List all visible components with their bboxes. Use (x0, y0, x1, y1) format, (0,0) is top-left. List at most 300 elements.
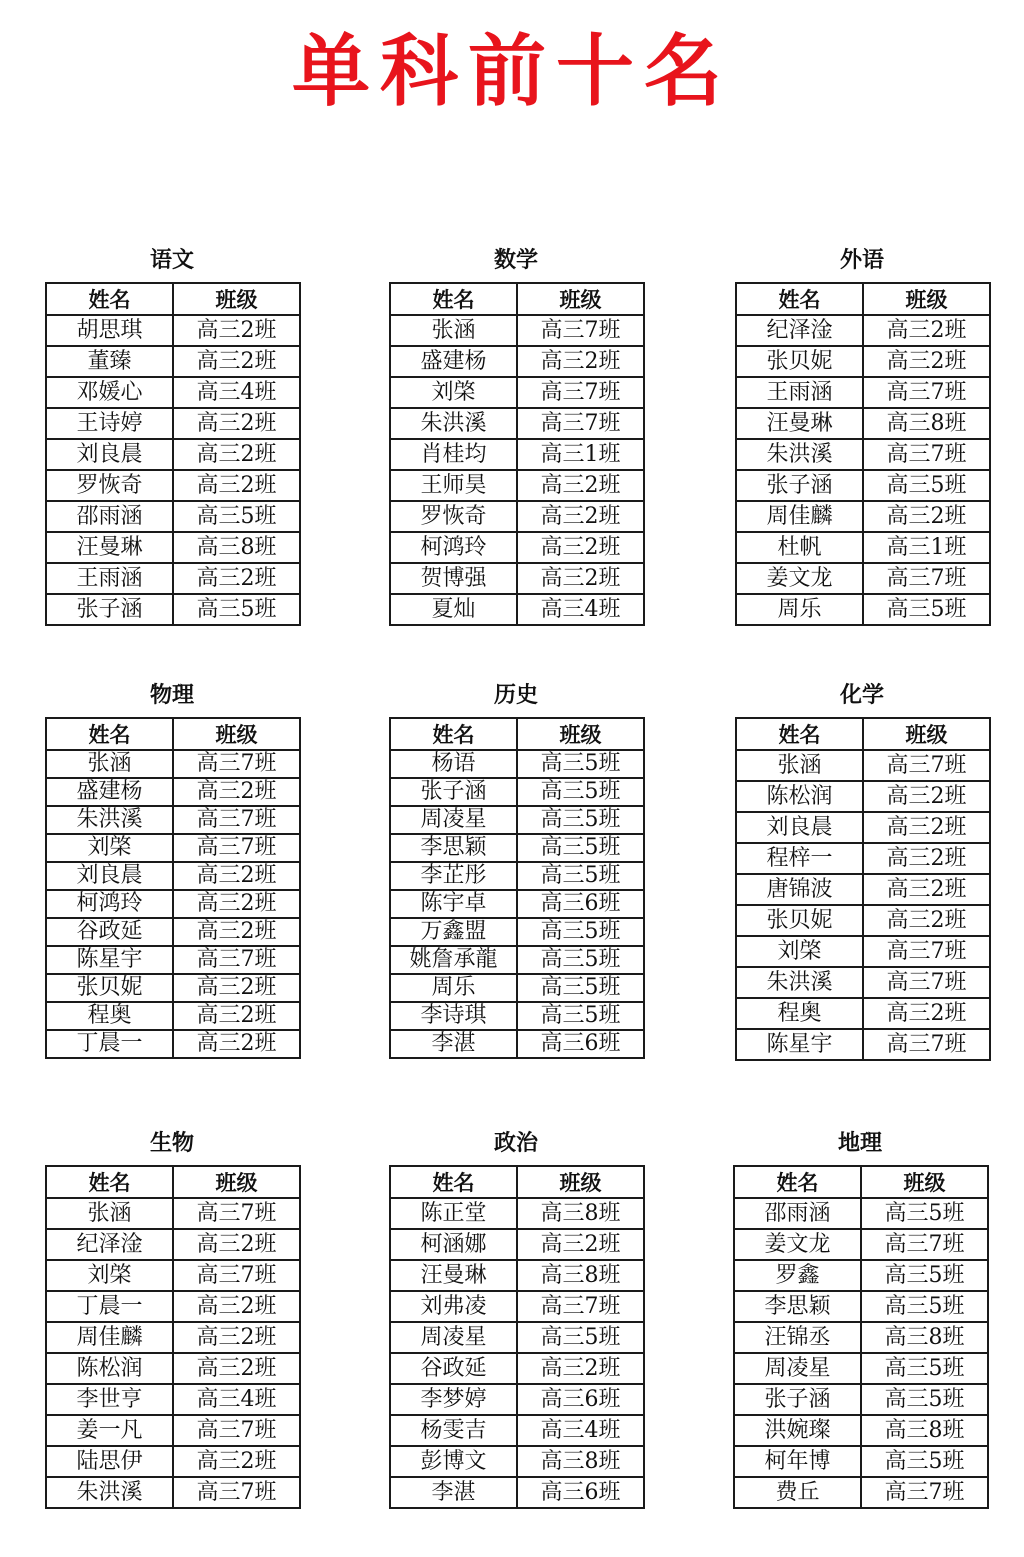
student-name-cell: 谷政延 (390, 1353, 517, 1384)
table-row (736, 998, 990, 1029)
student-name-cell: 姚詹承龍 (390, 946, 517, 974)
class-cell: 高三5班 (517, 806, 644, 834)
student-name-cell: 贺博强 (390, 563, 517, 594)
table-row (390, 1229, 644, 1260)
subject-heading: 政治 (493, 1131, 538, 1156)
student-name-cell: 李芷彤 (390, 862, 517, 890)
student-name-cell: 柯年博 (734, 1446, 861, 1477)
student-name-cell: 汪曼琳 (46, 532, 173, 563)
class-cell: 高三7班 (517, 315, 644, 346)
table-row (390, 1002, 644, 1030)
class-cell: 高三8班 (517, 1260, 644, 1291)
student-name-cell: 柯鸿玲 (390, 532, 517, 563)
class-cell: 高三2班 (517, 346, 644, 377)
student-name-cell: 盛建杨 (46, 778, 173, 806)
student-name-cell: 汪曼琳 (390, 1260, 517, 1291)
ranking-table (389, 282, 645, 626)
table-row (390, 890, 644, 918)
student-name-cell: 姜文龙 (734, 1229, 861, 1260)
table-row (734, 1353, 988, 1384)
class-cell: 高三2班 (173, 862, 300, 890)
subject-heading: 化学 (839, 683, 884, 708)
class-cell: 高三5班 (517, 1322, 644, 1353)
table-row (46, 890, 300, 918)
table-row (736, 594, 990, 625)
column-header-class: 班级 (863, 283, 990, 315)
class-cell: 高三2班 (173, 1446, 300, 1477)
class-cell: 高三6班 (517, 1477, 644, 1508)
table-row (736, 501, 990, 532)
table-row (390, 918, 644, 946)
table-row (390, 377, 644, 408)
table-row (46, 946, 300, 974)
class-cell: 高三4班 (517, 594, 644, 625)
student-name-cell: 周佳麟 (46, 1322, 173, 1353)
student-name-cell: 李思颖 (390, 834, 517, 862)
table-row (46, 1291, 300, 1322)
table-row (46, 1384, 300, 1415)
table-row (390, 946, 644, 974)
class-cell: 高三5班 (517, 778, 644, 806)
student-name-cell: 姜文龙 (736, 563, 863, 594)
student-name-cell: 万鑫盟 (390, 918, 517, 946)
subject-heading: 生物 (149, 1131, 194, 1156)
class-cell: 高三8班 (173, 532, 300, 563)
student-name-cell: 费丘 (734, 1477, 861, 1508)
table-row (46, 1229, 300, 1260)
class-cell: 高三2班 (173, 1002, 300, 1030)
table-row (46, 1477, 300, 1508)
table-row (736, 470, 990, 501)
student-name-cell: 罗鑫 (734, 1260, 861, 1291)
student-name-cell: 周凌星 (734, 1353, 861, 1384)
table-row (46, 1260, 300, 1291)
table-row (46, 918, 300, 946)
class-cell: 高三2班 (173, 778, 300, 806)
subject-block-biology (45, 1131, 299, 1509)
table-row (736, 750, 990, 781)
column-header-name: 姓名 (46, 1166, 173, 1198)
table-row (734, 1291, 988, 1322)
table-row (46, 1353, 300, 1384)
ranking-table (45, 282, 301, 626)
student-name-cell: 李湛 (390, 1477, 517, 1508)
class-cell: 高三2班 (517, 1229, 644, 1260)
subject-heading: 物理 (149, 683, 194, 708)
student-name-cell: 杨雯吉 (390, 1415, 517, 1446)
table-header-row (390, 283, 644, 315)
student-name-cell: 程奥 (46, 1002, 173, 1030)
class-cell: 高三7班 (173, 1415, 300, 1446)
student-name-cell: 李思颖 (734, 1291, 861, 1322)
class-cell: 高三4班 (517, 1415, 644, 1446)
class-cell: 高三5班 (861, 1446, 988, 1477)
class-cell: 高三5班 (517, 1002, 644, 1030)
student-name-cell: 杜帆 (736, 532, 863, 563)
table-row (390, 778, 644, 806)
ranking-table (389, 717, 645, 1059)
class-cell: 高三7班 (173, 1198, 300, 1229)
class-cell: 高三2班 (173, 1322, 300, 1353)
student-name-cell: 张贝妮 (736, 905, 863, 936)
table-row (390, 532, 644, 563)
table-header-row (46, 718, 300, 750)
student-name-cell: 张子涵 (734, 1384, 861, 1415)
table-row (46, 346, 300, 377)
column-header-name: 姓名 (390, 283, 517, 315)
table-row (46, 1322, 300, 1353)
class-cell: 高三5班 (863, 470, 990, 501)
class-cell: 高三1班 (517, 439, 644, 470)
subject-block-history (389, 683, 643, 1059)
column-header-name: 姓名 (390, 718, 517, 750)
student-name-cell: 纪泽淦 (736, 315, 863, 346)
table-header-row (390, 718, 644, 750)
subject-block-physics (45, 683, 299, 1059)
table-row (390, 594, 644, 625)
column-header-name: 姓名 (736, 283, 863, 315)
table-row (734, 1415, 988, 1446)
class-cell: 高三2班 (173, 1353, 300, 1384)
table-row (46, 563, 300, 594)
class-cell: 高三8班 (861, 1322, 988, 1353)
table-row (390, 806, 644, 834)
class-cell: 高三7班 (517, 408, 644, 439)
student-name-cell: 盛建杨 (390, 346, 517, 377)
student-name-cell: 刘棨 (46, 834, 173, 862)
class-cell: 高三5班 (861, 1260, 988, 1291)
student-name-cell: 邵雨涵 (734, 1198, 861, 1229)
subject-block-chemistry (735, 683, 989, 1061)
page-title: 单科前十名 (291, 27, 732, 117)
student-name-cell: 程奥 (736, 998, 863, 1029)
subject-block-english (735, 248, 989, 626)
table-row (390, 470, 644, 501)
student-name-cell: 洪婉璨 (734, 1415, 861, 1446)
student-name-cell: 罗恢奇 (390, 501, 517, 532)
table-row (390, 1260, 644, 1291)
class-cell: 高三7班 (863, 439, 990, 470)
table-row (390, 563, 644, 594)
subject-block-chinese (45, 248, 299, 626)
table-header-row (734, 1166, 988, 1198)
student-name-cell: 张贝妮 (46, 974, 173, 1002)
class-cell: 高三5班 (861, 1198, 988, 1229)
column-header-class: 班级 (861, 1166, 988, 1198)
class-cell: 高三7班 (173, 834, 300, 862)
table-row (390, 439, 644, 470)
student-name-cell: 朱洪溪 (736, 439, 863, 470)
table-row (736, 967, 990, 998)
student-name-cell: 王师昊 (390, 470, 517, 501)
class-cell: 高三2班 (173, 563, 300, 594)
table-row (390, 1446, 644, 1477)
subject-heading: 数学 (493, 248, 538, 273)
student-name-cell: 唐锦波 (736, 874, 863, 905)
student-name-cell: 张涵 (736, 750, 863, 781)
class-cell: 高三7班 (863, 563, 990, 594)
table-row (390, 1384, 644, 1415)
class-cell: 高三6班 (517, 890, 644, 918)
class-cell: 高三7班 (863, 967, 990, 998)
class-cell: 高三5班 (517, 974, 644, 1002)
student-name-cell: 周凌星 (390, 806, 517, 834)
table-row (46, 501, 300, 532)
class-cell: 高三4班 (173, 1384, 300, 1415)
student-name-cell: 周乐 (390, 974, 517, 1002)
table-row (390, 1291, 644, 1322)
student-name-cell: 陈星宇 (46, 946, 173, 974)
class-cell: 高三6班 (517, 1384, 644, 1415)
student-name-cell: 刘棨 (390, 377, 517, 408)
class-cell: 高三2班 (173, 315, 300, 346)
student-name-cell: 王诗婷 (46, 408, 173, 439)
column-header-name: 姓名 (46, 718, 173, 750)
class-cell: 高三2班 (863, 998, 990, 1029)
table-row (736, 1029, 990, 1060)
student-name-cell: 周佳麟 (736, 501, 863, 532)
table-row (390, 1322, 644, 1353)
subject-block-geography (733, 1131, 987, 1509)
column-header-class: 班级 (173, 283, 300, 315)
class-cell: 高三5班 (863, 594, 990, 625)
table-row (390, 750, 644, 778)
student-name-cell: 董臻 (46, 346, 173, 377)
class-cell: 高三5班 (173, 594, 300, 625)
table-row (390, 974, 644, 1002)
student-name-cell: 李梦婷 (390, 1384, 517, 1415)
student-name-cell: 丁晨一 (46, 1291, 173, 1322)
table-row (46, 594, 300, 625)
table-row (46, 377, 300, 408)
student-name-cell: 谷政延 (46, 918, 173, 946)
class-cell: 高三2班 (173, 1229, 300, 1260)
column-header-class: 班级 (863, 718, 990, 750)
table-header-row (736, 718, 990, 750)
table-row (734, 1322, 988, 1353)
table-row (46, 470, 300, 501)
table-row (390, 1353, 644, 1384)
student-name-cell: 刘棨 (736, 936, 863, 967)
class-cell: 高三2班 (863, 843, 990, 874)
table-row (736, 905, 990, 936)
student-name-cell: 邵雨涵 (46, 501, 173, 532)
column-header-class: 班级 (517, 1166, 644, 1198)
class-cell: 高三2班 (173, 1030, 300, 1058)
student-name-cell: 纪泽淦 (46, 1229, 173, 1260)
class-cell: 高三5班 (517, 862, 644, 890)
table-row (46, 1030, 300, 1058)
table-row (46, 834, 300, 862)
student-name-cell: 朱洪溪 (736, 967, 863, 998)
table-row (46, 974, 300, 1002)
class-cell: 高三2班 (173, 918, 300, 946)
class-cell: 高三5班 (173, 501, 300, 532)
student-name-cell: 胡思琪 (46, 315, 173, 346)
table-row (736, 843, 990, 874)
table-row (736, 532, 990, 563)
student-name-cell: 柯涵娜 (390, 1229, 517, 1260)
table-row (734, 1260, 988, 1291)
class-cell: 高三2班 (173, 470, 300, 501)
table-row (46, 806, 300, 834)
student-name-cell: 汪锦丞 (734, 1322, 861, 1353)
class-cell: 高三2班 (517, 470, 644, 501)
table-row (46, 1002, 300, 1030)
table-row (390, 834, 644, 862)
class-cell: 高三7班 (517, 377, 644, 408)
table-row (734, 1477, 988, 1508)
ranking-table (735, 282, 991, 626)
table-row (736, 781, 990, 812)
class-cell: 高三2班 (863, 781, 990, 812)
student-name-cell: 程梓一 (736, 843, 863, 874)
class-cell: 高三8班 (517, 1198, 644, 1229)
table-row (46, 1446, 300, 1477)
table-row (736, 563, 990, 594)
student-name-cell: 周凌星 (390, 1322, 517, 1353)
student-name-cell: 柯鸿玲 (46, 890, 173, 918)
class-cell: 高三2班 (173, 346, 300, 377)
table-header-row (390, 1166, 644, 1198)
class-cell: 高三5班 (517, 750, 644, 778)
student-name-cell: 陈松润 (46, 1353, 173, 1384)
student-name-cell: 姜一凡 (46, 1415, 173, 1446)
subject-heading: 历史 (493, 683, 538, 708)
class-cell: 高三6班 (517, 1030, 644, 1058)
ranking-table (735, 717, 991, 1061)
table-row (390, 1415, 644, 1446)
table-row (46, 1415, 300, 1446)
student-name-cell: 李世亨 (46, 1384, 173, 1415)
class-cell: 高三7班 (173, 806, 300, 834)
class-cell: 高三7班 (863, 750, 990, 781)
table-row (734, 1229, 988, 1260)
ranking-table (389, 1165, 645, 1509)
table-row (46, 315, 300, 346)
table-row (736, 377, 990, 408)
student-name-cell: 陈松润 (736, 781, 863, 812)
column-header-name: 姓名 (736, 718, 863, 750)
table-row (46, 1198, 300, 1229)
class-cell: 高三7班 (173, 946, 300, 974)
student-name-cell: 汪曼琳 (736, 408, 863, 439)
ranking-table (45, 717, 301, 1059)
subject-heading: 语文 (149, 248, 194, 273)
table-row (734, 1384, 988, 1415)
student-name-cell: 罗恢奇 (46, 470, 173, 501)
class-cell: 高三2班 (173, 890, 300, 918)
student-name-cell: 张涵 (46, 750, 173, 778)
table-row (736, 346, 990, 377)
class-cell: 高三4班 (173, 377, 300, 408)
student-name-cell: 张子涵 (46, 594, 173, 625)
student-name-cell: 朱洪溪 (46, 1477, 173, 1508)
class-cell: 高三2班 (863, 346, 990, 377)
class-cell: 高三5班 (517, 946, 644, 974)
table-row (736, 812, 990, 843)
class-cell: 高三2班 (863, 501, 990, 532)
student-name-cell: 张涵 (390, 315, 517, 346)
table-row (390, 862, 644, 890)
column-header-name: 姓名 (390, 1166, 517, 1198)
student-name-cell: 张子涵 (736, 470, 863, 501)
student-name-cell: 杨语 (390, 750, 517, 778)
class-cell: 高三7班 (517, 1291, 644, 1322)
class-cell: 高三2班 (863, 874, 990, 905)
class-cell: 高三7班 (173, 1260, 300, 1291)
table-row (46, 750, 300, 778)
class-cell: 高三2班 (517, 501, 644, 532)
ranking-table (45, 1165, 301, 1509)
table-row (46, 532, 300, 563)
class-cell: 高三2班 (173, 439, 300, 470)
column-header-class: 班级 (173, 718, 300, 750)
student-name-cell: 陈宇卓 (390, 890, 517, 918)
class-cell: 高三1班 (863, 532, 990, 563)
column-header-class: 班级 (517, 283, 644, 315)
student-name-cell: 夏灿 (390, 594, 517, 625)
class-cell: 高三7班 (863, 1029, 990, 1060)
class-cell: 高三2班 (517, 1353, 644, 1384)
class-cell: 高三8班 (861, 1415, 988, 1446)
class-cell: 高三7班 (173, 750, 300, 778)
student-name-cell: 朱洪溪 (46, 806, 173, 834)
student-name-cell: 陆思伊 (46, 1446, 173, 1477)
table-header-row (736, 283, 990, 315)
table-row (390, 346, 644, 377)
class-cell: 高三5班 (861, 1353, 988, 1384)
class-cell: 高三5班 (861, 1384, 988, 1415)
class-cell: 高三7班 (863, 377, 990, 408)
column-header-name: 姓名 (734, 1166, 861, 1198)
table-row (734, 1198, 988, 1229)
table-row (46, 862, 300, 890)
student-name-cell: 丁晨一 (46, 1030, 173, 1058)
table-row (46, 778, 300, 806)
class-cell: 高三2班 (173, 1291, 300, 1322)
table-row (736, 874, 990, 905)
class-cell: 高三8班 (517, 1446, 644, 1477)
student-name-cell: 张涵 (46, 1198, 173, 1229)
table-header-row (46, 283, 300, 315)
table-row (46, 408, 300, 439)
table-row (736, 315, 990, 346)
column-header-name: 姓名 (46, 283, 173, 315)
table-row (390, 408, 644, 439)
class-cell: 高三2班 (173, 974, 300, 1002)
student-name-cell: 王雨涵 (736, 377, 863, 408)
class-cell: 高三5班 (517, 834, 644, 862)
subject-heading: 外语 (839, 248, 884, 273)
student-name-cell: 肖桂均 (390, 439, 517, 470)
class-cell: 高三5班 (861, 1291, 988, 1322)
subject-block-math (389, 248, 643, 626)
student-name-cell: 刘良晨 (46, 439, 173, 470)
column-header-class: 班级 (173, 1166, 300, 1198)
student-name-cell: 彭博文 (390, 1446, 517, 1477)
class-cell: 高三2班 (863, 812, 990, 843)
table-row (390, 1030, 644, 1058)
class-cell: 高三2班 (863, 905, 990, 936)
table-row (736, 936, 990, 967)
table-row (736, 439, 990, 470)
class-cell: 高三2班 (173, 408, 300, 439)
student-name-cell: 朱洪溪 (390, 408, 517, 439)
table-row (46, 439, 300, 470)
student-name-cell: 邓媛心 (46, 377, 173, 408)
student-name-cell: 陈正堂 (390, 1198, 517, 1229)
